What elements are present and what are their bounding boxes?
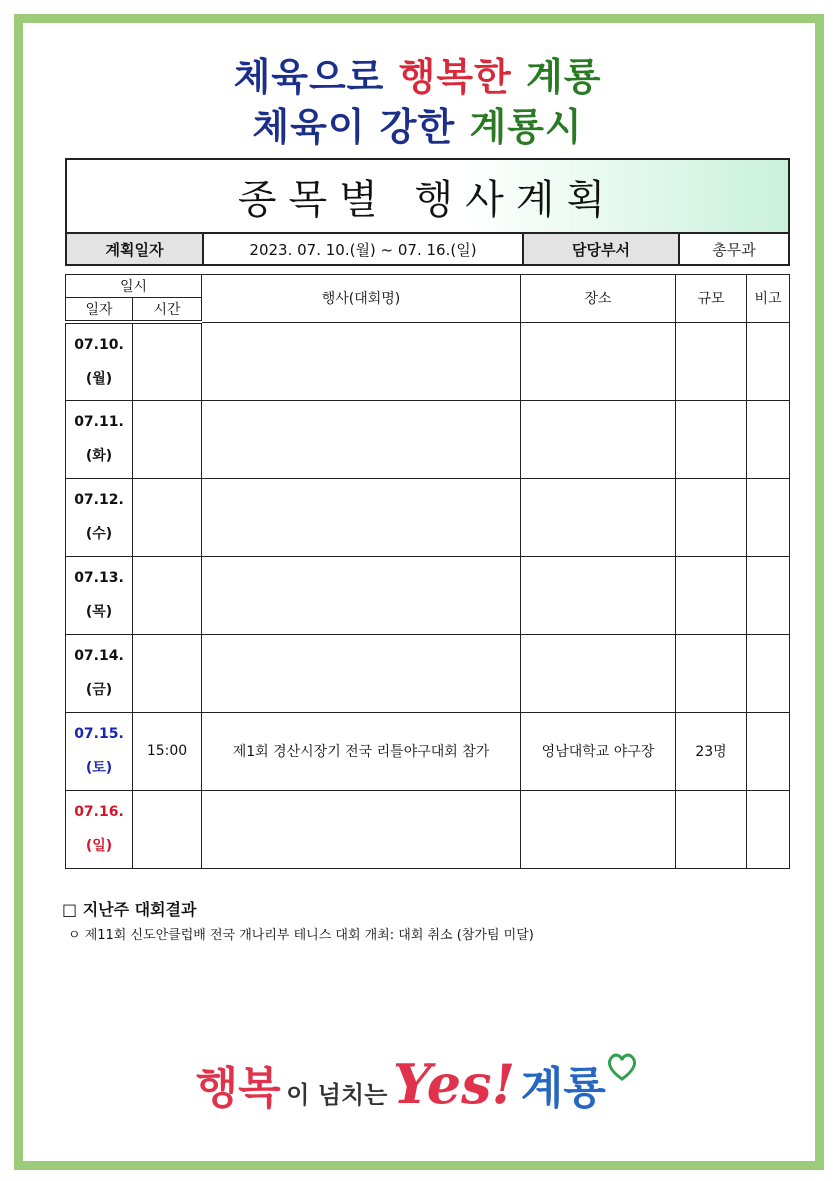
heart-icon: [605, 1052, 639, 1082]
row-scale: [676, 556, 747, 634]
logo-text: 행복: [195, 1063, 281, 1114]
row-event: [202, 790, 521, 868]
row-event: [202, 400, 521, 478]
row-time: [133, 478, 202, 556]
row-date: 07.12. (수): [66, 478, 133, 556]
row-time: [133, 790, 202, 868]
row-scale: [676, 400, 747, 478]
table-row: [66, 400, 790, 478]
slogan-line-1: [0, 46, 835, 101]
row-date: 07.11. (화): [66, 400, 133, 478]
page-title: 종목별 행사계획: [66, 159, 789, 233]
row-event: [202, 322, 521, 400]
row-note: [747, 478, 790, 556]
row-place: [521, 634, 676, 712]
logo-text: 이 넘치는: [286, 1081, 388, 1109]
row-note: [747, 322, 790, 400]
row-scale: 23명: [676, 712, 747, 790]
row-scale: [676, 634, 747, 712]
table-row: [66, 322, 790, 400]
slogan-word: 강한: [379, 105, 456, 149]
slogan-word: 체육이: [252, 105, 366, 149]
row-event: [202, 556, 521, 634]
dept-label: 담당부서: [523, 233, 679, 265]
slogan-word: 행복한: [398, 55, 512, 99]
row-scale: [676, 478, 747, 556]
header-scale: 규모: [676, 275, 747, 323]
row-date: 07.14. (금): [66, 634, 133, 712]
slogan-line-2: [0, 96, 835, 151]
dept-value: 총무과: [679, 233, 789, 265]
logo-text: 계룡: [520, 1063, 606, 1114]
row-time: [133, 400, 202, 478]
row-date: 07.16. (일): [66, 790, 133, 868]
row-time: 15:00: [133, 712, 202, 790]
last-week-title: □ 지난주 대회결과: [62, 900, 197, 919]
row-place: [521, 400, 676, 478]
header-date: 일자: [66, 298, 133, 323]
row-note: [747, 400, 790, 478]
row-note: [747, 712, 790, 790]
row-time: [133, 322, 202, 400]
row-event: [202, 478, 521, 556]
bottom-logo: [0, 1052, 835, 1116]
row-scale: [676, 322, 747, 400]
last-week-item: ㅇ 제11회 신도안클럽배 전국 개나리부 테니스 대회 개최: 대회 취소 (참가팀 미달): [68, 928, 534, 943]
row-note: [747, 790, 790, 868]
plan-date-value: 2023. 07. 10.(월) ~ 07. 16.(일): [203, 233, 523, 265]
row-place: [521, 556, 676, 634]
row-note: [747, 556, 790, 634]
logo-text: Yes!: [392, 1052, 516, 1116]
row-place: [521, 790, 676, 868]
row-date: 07.13. (목): [66, 556, 133, 634]
row-time: [133, 634, 202, 712]
table-row: [66, 790, 790, 868]
table-row: [66, 712, 790, 790]
row-note: [747, 634, 790, 712]
slogan-word: 계룡: [526, 55, 602, 99]
row-event: [202, 634, 521, 712]
table-row: [66, 634, 790, 712]
row-time: [133, 556, 202, 634]
row-place: [521, 478, 676, 556]
row-scale: [676, 790, 747, 868]
header-datetime: 일시: [66, 275, 202, 298]
table-row: [66, 556, 790, 634]
row-place: 영남대학교 야구장: [521, 712, 676, 790]
plan-date-label: 계획일자: [66, 233, 203, 265]
slogan-word: 체육으로: [233, 55, 385, 99]
table-row: [66, 478, 790, 556]
row-place: [521, 322, 676, 400]
header-note: 비고: [747, 275, 790, 323]
header-event: 행사(대회명): [202, 275, 521, 323]
slogan-word: 계룡시: [469, 105, 583, 149]
row-event: 제1회 경산시장기 전국 리틀야구대회 참가: [202, 712, 521, 790]
row-date: 07.15. (토): [66, 712, 133, 790]
header-place: 장소: [521, 275, 676, 323]
header-table: [65, 158, 790, 266]
schedule-table: [65, 274, 790, 869]
row-date: 07.10. (월): [66, 322, 133, 400]
header-time: 시간: [133, 298, 202, 323]
